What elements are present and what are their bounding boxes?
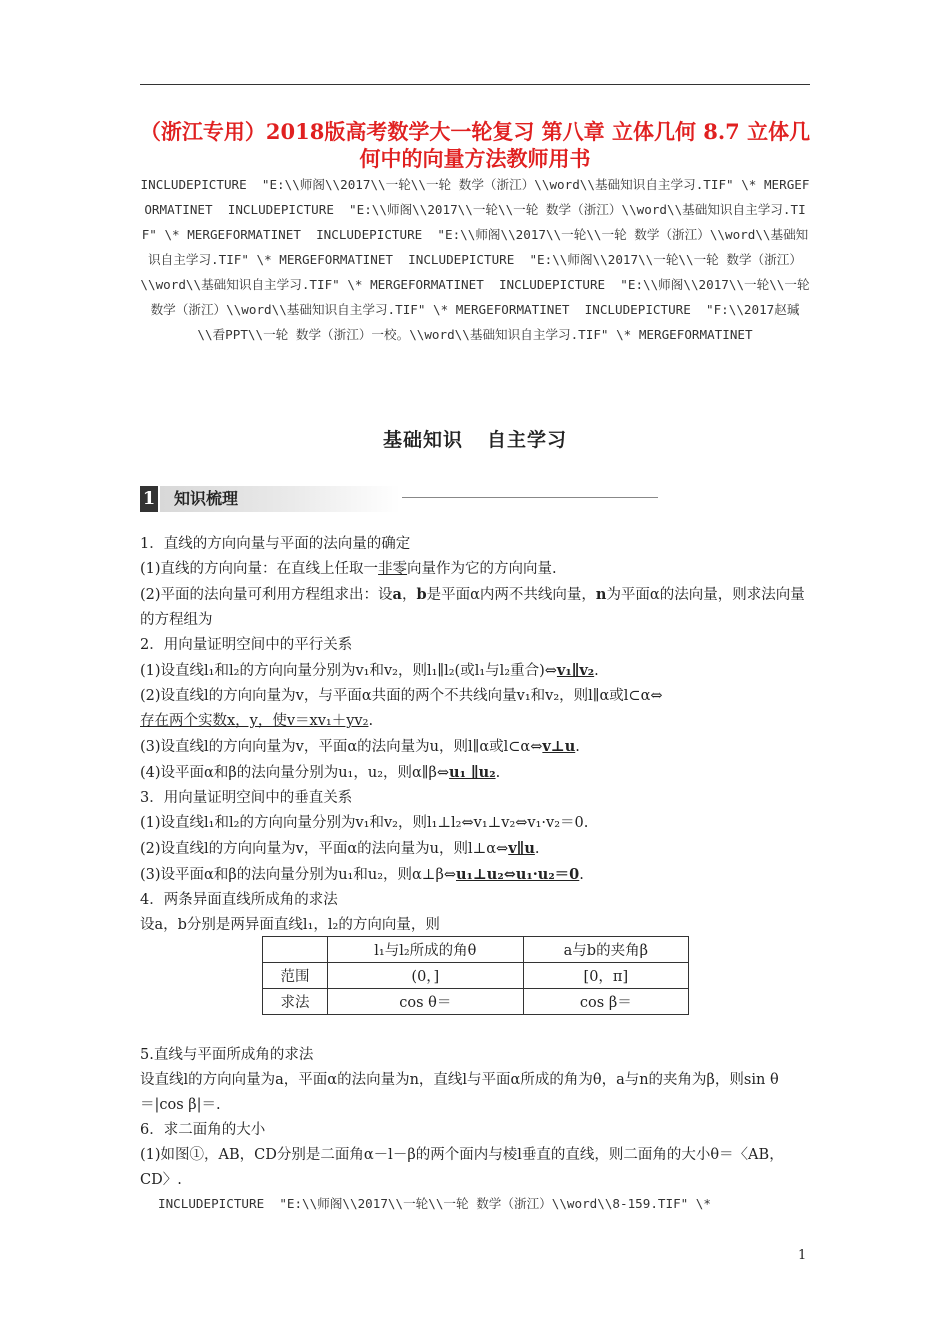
underlined-answer: 非零 xyxy=(378,561,408,577)
include-field-codes: INCLUDEPICTURE "E:\\师阁\\2017\\一轮\\一轮 数学（浙江）\\word\\基础知识自主学习.TIF" \* MERGEFORMATINET INCLUDEPICTURE "E:\\师阁\\2017\\一轮\\一轮 数学（浙江）\\word\\基础知识自主学习.TIF" \* MERGEFORMATINET INCLUDEPICTURE "E:\\师阁\\2017\\一轮\\一轮 数学（浙江）\\word\\基础知识自主学习.TIF" \* MERGEFORMATINET INCLUDEPICTURE "E:\\师阁\\2017\\一轮\\一轮 数学（浙江）\\word\\基础知识自主学习.TIF" \* MERGEFORMATINET INCLUDEPICTURE "E:\\师阁\\2017\\一轮\\一轮 数学（浙江）\\word\\基础知识自主学习.TIF" \* MERGEFORMATINET INCLUDEPICTURE "F:\\2017赵瑊\\看PPT\\一轮 数学（浙江）一校。\\word\\基础知识自主学习.TIF" \* MERGEFORMATINET xyxy=(140,177,818,342)
item-heading-6: 6．求二面角的大小 xyxy=(140,1122,266,1138)
table-cell: l₁与l₂所成的角θ xyxy=(328,937,524,963)
angle-table xyxy=(262,936,689,1015)
underlined-answer: v⊥u xyxy=(542,738,576,755)
knowledge-content xyxy=(140,532,812,938)
item-1-1: (1)直线的方向向量：在直线上任取一非零向量作为它的方向向量. xyxy=(140,561,557,577)
item-heading-3: 3．用向量证明空间中的垂直关系 xyxy=(140,790,353,806)
table-cell: 求法 xyxy=(263,989,328,1015)
table-cell: 范围 xyxy=(263,963,328,989)
badge-label: 知识梳理 xyxy=(160,486,400,512)
include-field-code-figure: INCLUDEPICTURE "E:\\师阁\\2017\\一轮\\一轮 数学（浙江）\\word\\8-159.TIF" \* xyxy=(158,1196,711,1211)
item-heading-5: 5.直线与平面所成角的求法 xyxy=(140,1047,314,1063)
table-cell: [0，π] xyxy=(523,963,688,989)
item-heading-4: 4．两条异面直线所成角的求法 xyxy=(140,892,338,908)
table-cell xyxy=(263,937,328,963)
badge-divider xyxy=(402,497,658,498)
document-title: （浙江专用）2018版高考数学大一轮复习 第八章 立体几何 8.7 立体几何中的向量方法教师用书 xyxy=(139,119,811,171)
knowledge-content-continued xyxy=(140,1043,812,1193)
table-cell: a与b的夹角β xyxy=(523,937,688,963)
item-6-1: (1)如图①，AB，CD分别是二面角α－l－β的两个面内与棱l垂直的直线，则二面角的大小θ＝〈AB，CD〉. xyxy=(140,1147,784,1188)
underlined-answer: v∥u xyxy=(508,840,535,857)
item-2-1: (1)设直线l₁和l₂的方向向量分别为v₁和v₂，则l₁∥l₂(或l₁与l₂重合)⇔v₁∥v₂. xyxy=(140,662,599,679)
section-heading xyxy=(0,425,950,452)
table-cell: cos θ＝ xyxy=(328,989,524,1015)
badge-number: 1 xyxy=(140,486,158,512)
item-2-2: (2)设直线l的方向向量为v，与平面α共面的两个不共线向量v₁和v₂，则l∥α或l⊂α⇔ 存在两个实数x，y，使v＝xv₁＋yv₂. xyxy=(140,688,663,729)
item-3-1: (1)设直线l₁和l₂的方向向量分别为v₁和v₂，则l₁⊥l₂⇔v₁⊥v₂⇔v₁·v₂＝0. xyxy=(140,815,589,831)
item-4-1: 设a，b分别是两异面直线l₁，l₂的方向向量，则 xyxy=(140,917,440,933)
table-cell: cos β＝ xyxy=(523,989,688,1015)
item-heading-2: 2．用向量证明空间中的平行关系 xyxy=(140,637,353,653)
section-heading-left: 基础知识 xyxy=(382,429,463,451)
item-2-3: (3)设直线l的方向向量为v，平面α的法向量为u，则l∥α或l⊂α⇔v⊥u. xyxy=(140,738,580,755)
item-1-2: (2)平面的法向量可利用方程组求出：设a，b是平面α内两不共线向量，n为平面α的法向量，则求法向量的方程组为 xyxy=(140,586,805,628)
header-rule xyxy=(140,84,810,85)
item-2-4: (4)设平面α和β的法向量分别为u₁，u₂，则α∥β⇔u₁ ∥u₂. xyxy=(140,764,501,781)
underlined-answer: 存在两个实数x，y，使v＝xv₁＋yv₂ xyxy=(140,713,369,729)
page-number: 1 xyxy=(798,1248,807,1263)
item-heading-1: 1．直线的方向向量与平面的法向量的确定 xyxy=(140,536,411,552)
table-row xyxy=(263,989,689,1015)
item-3-2: (2)设直线l的方向向量为v，平面α的法向量为u，则l⊥α⇔v∥u. xyxy=(140,840,540,857)
table-header-row xyxy=(263,937,689,963)
section-heading-right: 自主学习 xyxy=(487,429,568,451)
underlined-answer: u₁ ∥u₂ xyxy=(449,764,496,781)
table-row xyxy=(263,963,689,989)
item-5-1: 设直线l的方向向量为a，平面α的法向量为n，直线l与平面α所成的角为θ，a与n的夹角为β，则sin θ＝|cos β|＝. xyxy=(140,1072,779,1113)
underlined-answer: u₁⊥u₂⇔u₁·u₂＝0 xyxy=(455,866,580,883)
item-3-3: (3)设平面α和β的法向量分别为u₁和u₂，则α⊥β⇔u₁⊥u₂⇔u₁·u₂＝0. xyxy=(140,866,584,883)
underlined-answer: v₁∥v₂ xyxy=(556,662,595,679)
table-cell: (0，] xyxy=(328,963,524,989)
